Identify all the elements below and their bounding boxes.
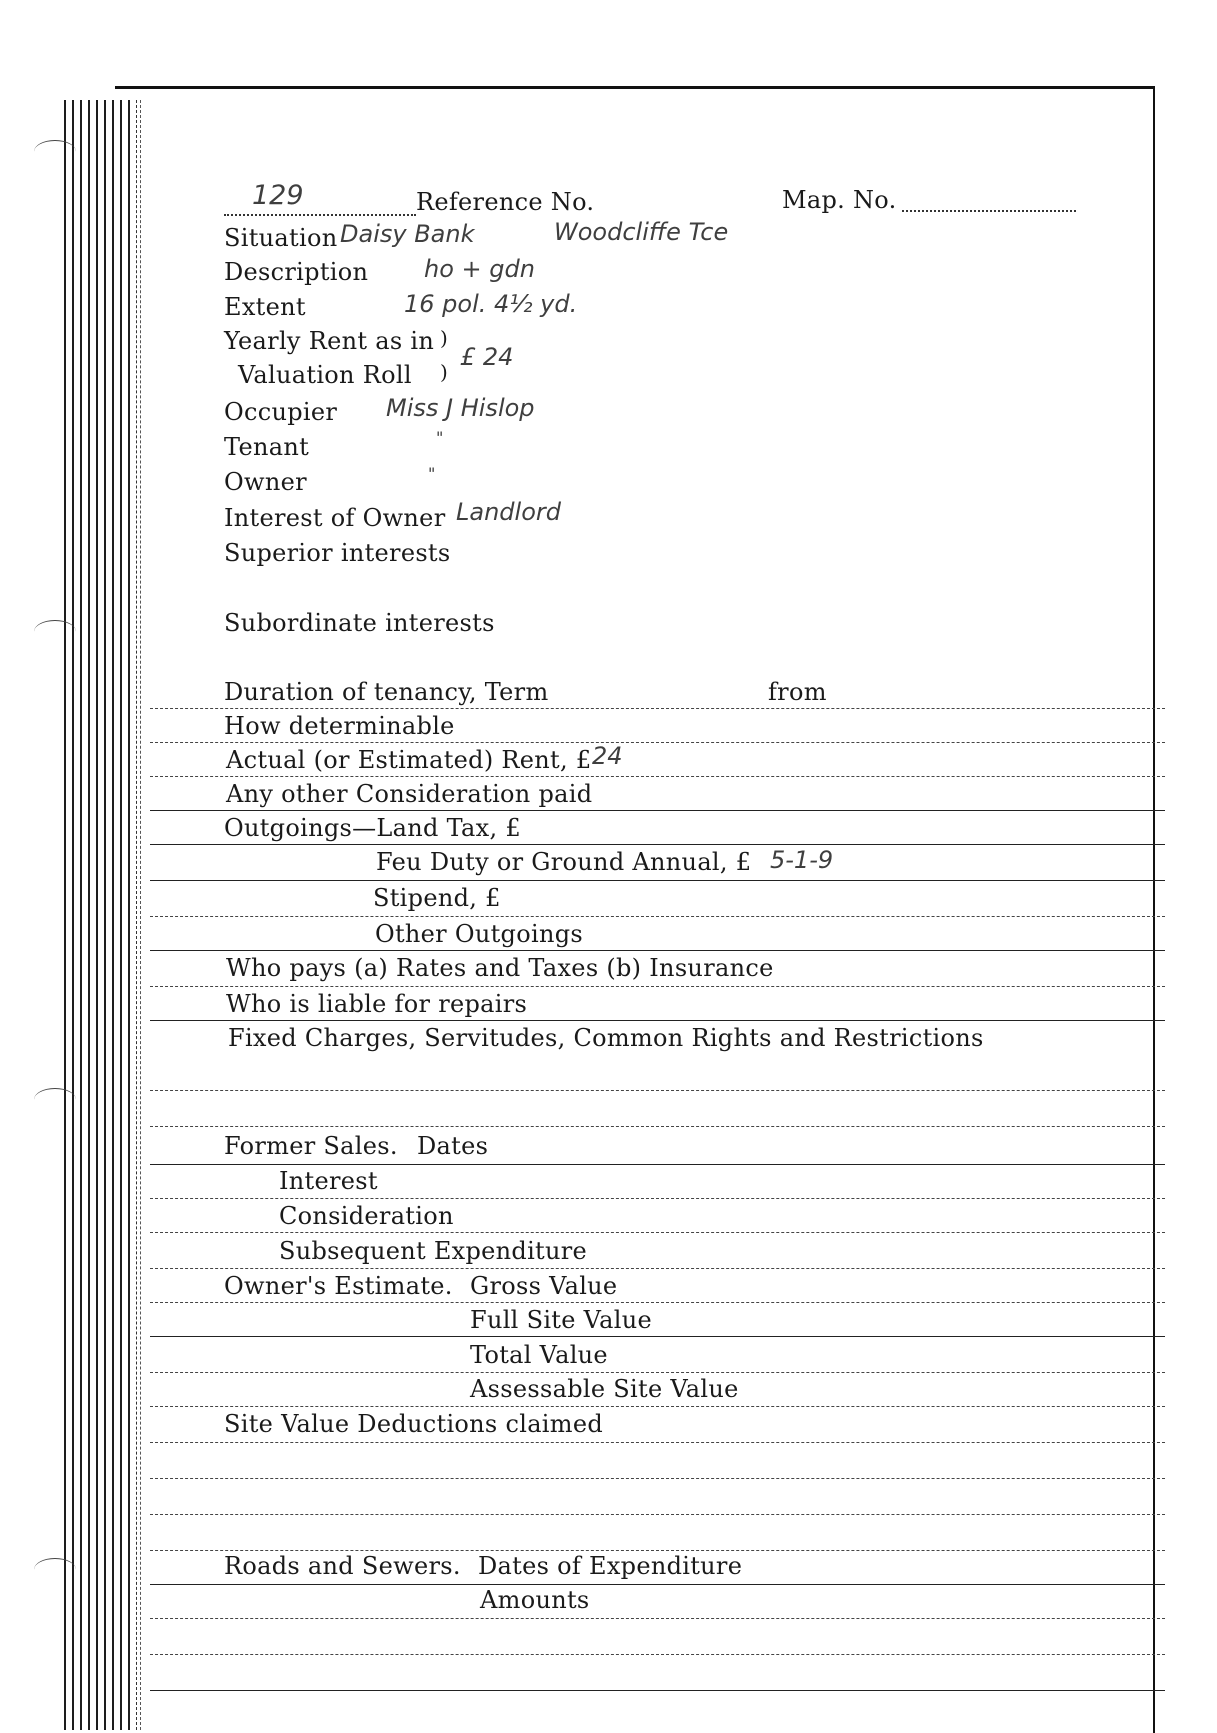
punch-hole bbox=[34, 620, 76, 643]
repairs-label: Who is liable for repairs bbox=[226, 990, 528, 1018]
rule bbox=[150, 1268, 1165, 1269]
fixed-charges-label: Fixed Charges, Servitudes, Common Rights and Restrictions bbox=[228, 1024, 984, 1052]
who-pays-label: Who pays (a) Rates and Taxes (b) Insurance bbox=[226, 954, 774, 982]
rule bbox=[150, 810, 1165, 811]
rule bbox=[150, 1584, 1165, 1585]
other-outgoings-label: Other Outgoings bbox=[375, 920, 583, 948]
site-value-deductions-label: Site Value Deductions claimed bbox=[224, 1410, 604, 1438]
superior-label: Superior interests bbox=[224, 539, 451, 567]
rule bbox=[150, 950, 1165, 951]
interest-owner-value: Landlord bbox=[456, 498, 561, 526]
rule bbox=[150, 1198, 1165, 1199]
roads-dates-label: Dates of Expenditure bbox=[478, 1552, 743, 1580]
tenant-label: Tenant bbox=[224, 433, 310, 461]
occupier-value: Miss J Hislop bbox=[386, 394, 535, 422]
reference-value: 129 bbox=[252, 180, 304, 211]
rule bbox=[150, 742, 1165, 743]
punch-hole bbox=[34, 140, 76, 163]
tenant-value: " bbox=[436, 428, 444, 447]
bracket-top: ) bbox=[440, 326, 449, 350]
subordinate-label: Subordinate interests bbox=[224, 609, 495, 637]
owners-estimate-label: Owner's Estimate. bbox=[224, 1272, 453, 1300]
punch-hole bbox=[34, 1088, 76, 1111]
map-label: Map. No. bbox=[782, 186, 897, 214]
yearly-rent-label-1: Yearly Rent as in bbox=[224, 327, 435, 355]
rule bbox=[150, 1654, 1165, 1655]
rule bbox=[150, 1406, 1165, 1407]
rule bbox=[150, 1020, 1165, 1021]
yearly-rent-value: £ 24 bbox=[460, 343, 514, 371]
duration-label: Duration of tenancy, Term bbox=[224, 678, 549, 706]
duration-from-label: from bbox=[768, 678, 827, 706]
rule bbox=[150, 1372, 1165, 1373]
situation-value-2: Woodcliffe Tce bbox=[554, 218, 729, 246]
punch-hole bbox=[34, 1558, 76, 1581]
rule bbox=[150, 1090, 1165, 1091]
former-sales-label: Former Sales. bbox=[224, 1132, 398, 1160]
extent-value: 16 pol. 4½ yd. bbox=[404, 290, 578, 318]
gross-value-label: Gross Value bbox=[470, 1272, 618, 1300]
rule bbox=[150, 1690, 1165, 1691]
former-interest-label: Interest bbox=[279, 1167, 378, 1195]
occupier-label: Occupier bbox=[224, 398, 338, 426]
feu-duty-label: Feu Duty or Ground Annual, £ bbox=[376, 848, 752, 876]
owner-label: Owner bbox=[224, 468, 307, 496]
determinable-label: How determinable bbox=[224, 712, 455, 740]
rule bbox=[150, 1302, 1165, 1303]
interest-owner-label: Interest of Owner bbox=[224, 504, 446, 532]
actual-rent-label: Actual (or Estimated) Rent, £ bbox=[226, 746, 592, 774]
description-label: Description bbox=[224, 258, 369, 286]
owner-value: " bbox=[428, 464, 436, 483]
former-consideration-label: Consideration bbox=[279, 1202, 454, 1230]
rule bbox=[150, 1232, 1165, 1233]
rule bbox=[150, 1618, 1165, 1619]
feu-duty-value: 5-1-9 bbox=[770, 846, 834, 874]
rule bbox=[150, 1514, 1165, 1515]
bracket-bottom: ) bbox=[440, 360, 449, 384]
situation-label: Situation bbox=[224, 224, 338, 252]
rule bbox=[150, 1442, 1165, 1443]
rule bbox=[150, 708, 1165, 709]
other-consideration-label: Any other Consideration paid bbox=[226, 780, 593, 808]
yearly-rent-label-2: Valuation Roll bbox=[238, 361, 412, 389]
rule bbox=[150, 880, 1165, 881]
subsequent-expenditure-label: Subsequent Expenditure bbox=[279, 1237, 588, 1265]
assessable-site-value-label: Assessable Site Value bbox=[470, 1375, 739, 1403]
situation-value-1: Daisy Bank bbox=[340, 220, 475, 248]
total-value-label: Total Value bbox=[470, 1341, 608, 1369]
actual-rent-value: 24 bbox=[592, 742, 623, 770]
description-value: ho + gdn bbox=[424, 255, 535, 283]
reference-dotline bbox=[224, 214, 416, 216]
rule bbox=[150, 1164, 1165, 1165]
rule bbox=[150, 1126, 1165, 1127]
rule bbox=[150, 1550, 1165, 1551]
full-site-value-label: Full Site Value bbox=[470, 1306, 652, 1334]
map-dotline bbox=[902, 210, 1076, 212]
rule bbox=[150, 776, 1165, 777]
extent-label: Extent bbox=[224, 293, 306, 321]
rule bbox=[150, 1478, 1165, 1479]
rule bbox=[150, 1336, 1165, 1337]
former-sales-dates-label: Dates bbox=[417, 1132, 489, 1160]
reference-label: Reference No. bbox=[416, 188, 595, 216]
land-tax-label: Outgoings—Land Tax, £ bbox=[224, 814, 521, 842]
roads-amounts-label: Amounts bbox=[480, 1586, 590, 1614]
rule bbox=[150, 986, 1165, 987]
rule bbox=[150, 916, 1165, 917]
stipend-label: Stipend, £ bbox=[373, 884, 501, 912]
roads-sewers-label: Roads and Sewers. bbox=[224, 1552, 461, 1580]
rule bbox=[150, 844, 1165, 845]
